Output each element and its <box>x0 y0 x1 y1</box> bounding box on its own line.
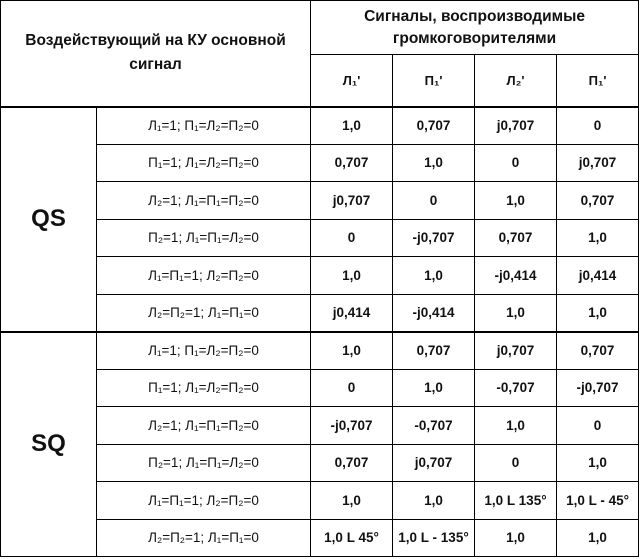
condition-cell: П₂=1; Л₁=П₁=Л₂=0 <box>97 219 311 257</box>
value-cell: 1,0 L 45° <box>311 519 393 557</box>
value-cell: 1,0 L 135° <box>475 482 557 520</box>
column-header-p1: П₁' <box>393 55 475 107</box>
condition-cell: Л₁=П₁=1; Л₂=П₂=0 <box>97 482 311 520</box>
condition-cell: Л₁=П₁=1; Л₂=П₂=0 <box>97 257 311 295</box>
value-cell: 1,0 <box>557 444 639 482</box>
value-cell: 0 <box>311 369 393 407</box>
group-label: SQ <box>1 332 97 557</box>
value-cell: 1,0 <box>557 219 639 257</box>
value-cell: 0,707 <box>311 444 393 482</box>
value-cell: 1,0 <box>475 519 557 557</box>
value-cell: 0 <box>475 144 557 182</box>
value-cell: -j0,414 <box>475 257 557 295</box>
value-cell: 1,0 L - 135° <box>393 519 475 557</box>
value-cell: 1,0 <box>311 107 393 145</box>
table-row <box>1 294 639 332</box>
value-cell: 1,0 <box>557 294 639 332</box>
value-cell: 0,707 <box>475 219 557 257</box>
value-cell: -j0,414 <box>393 294 475 332</box>
value-cell: 0,707 <box>393 107 475 145</box>
value-cell: 1,0 <box>475 407 557 445</box>
value-cell: j0,707 <box>393 444 475 482</box>
value-cell: j0,414 <box>311 294 393 332</box>
value-cell: j0,707 <box>557 144 639 182</box>
value-cell: 0 <box>475 444 557 482</box>
header-input-signal: Воздействующий на КУ основной сигнал <box>1 1 311 107</box>
condition-cell: П₁=1; Л₁=Л₂=П₂=0 <box>97 144 311 182</box>
value-cell: 0,707 <box>393 332 475 370</box>
condition-cell: Л₁=1; П₁=Л₂=П₂=0 <box>97 107 311 145</box>
table-row <box>1 519 639 557</box>
value-cell: -j0,707 <box>557 369 639 407</box>
column-header-l1: Л₁' <box>311 55 393 107</box>
value-cell: 1,0 <box>557 519 639 557</box>
table-row <box>1 257 639 295</box>
condition-cell: Л₂=1; Л₁=П₁=П₂=0 <box>97 182 311 220</box>
value-cell: -0,707 <box>475 369 557 407</box>
value-cell: -0,707 <box>393 407 475 445</box>
value-cell: -j0,707 <box>393 219 475 257</box>
table-row <box>1 144 639 182</box>
value-cell: 0 <box>311 219 393 257</box>
table-row <box>1 107 639 145</box>
condition-cell: П₂=1; Л₁=П₁=Л₂=0 <box>97 444 311 482</box>
table-row <box>1 407 639 445</box>
value-cell: 0,707 <box>557 332 639 370</box>
condition-cell: П₁=1; Л₁=Л₂=П₂=0 <box>97 369 311 407</box>
value-cell: 1,0 <box>393 482 475 520</box>
column-header-p2: П₁' <box>557 55 639 107</box>
group-label: QS <box>1 107 97 332</box>
condition-cell: Л₂=1; Л₁=П₁=П₂=0 <box>97 407 311 445</box>
condition-cell: Л₁=1; П₁=Л₂=П₂=0 <box>97 332 311 370</box>
value-cell: j0,707 <box>475 107 557 145</box>
value-cell: 1,0 <box>393 144 475 182</box>
value-cell: j0,414 <box>557 257 639 295</box>
table-row <box>1 219 639 257</box>
value-cell: j0,707 <box>311 182 393 220</box>
value-cell: 1,0 <box>475 182 557 220</box>
condition-cell: Л₂=П₂=1; Л₁=П₁=0 <box>97 519 311 557</box>
table-row <box>1 182 639 220</box>
value-cell: 1,0 <box>393 257 475 295</box>
value-cell: 1,0 <box>393 369 475 407</box>
value-cell: -j0,707 <box>311 407 393 445</box>
column-header-l2: Л₂' <box>475 55 557 107</box>
value-cell: 0,707 <box>311 144 393 182</box>
table-row <box>1 444 639 482</box>
value-cell: 1,0 <box>311 332 393 370</box>
value-cell: 0,707 <box>557 182 639 220</box>
value-cell: 0 <box>393 182 475 220</box>
table-row <box>1 369 639 407</box>
table-row <box>1 332 639 370</box>
value-cell: 1,0 L - 45° <box>557 482 639 520</box>
value-cell: 1,0 <box>311 257 393 295</box>
value-cell: j0,707 <box>475 332 557 370</box>
condition-cell: Л₂=П₂=1; Л₁=П₁=0 <box>97 294 311 332</box>
value-cell: 1,0 <box>311 482 393 520</box>
header-speaker-signals: Сигналы, воспроизводимые громкоговорителями <box>311 1 639 55</box>
value-cell: 0 <box>557 407 639 445</box>
value-cell: 1,0 <box>475 294 557 332</box>
value-cell: 0 <box>557 107 639 145</box>
table-row <box>1 482 639 520</box>
